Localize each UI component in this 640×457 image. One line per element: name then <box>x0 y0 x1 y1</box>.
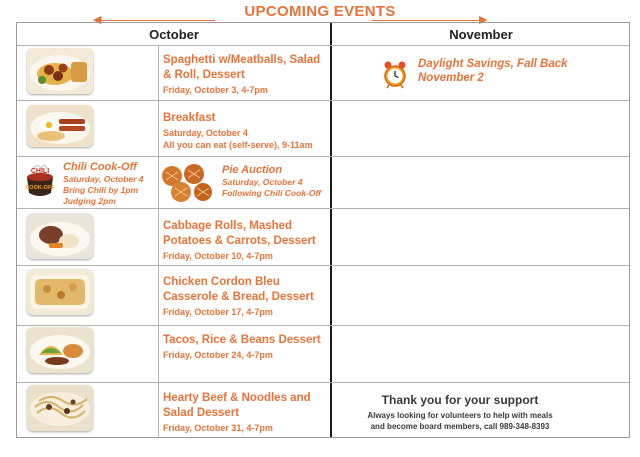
event-name: Pie Auction <box>222 164 283 176</box>
event-name: Tacos, Rice & Beans Dessert <box>163 334 321 346</box>
beef-noodles-image <box>27 385 93 431</box>
event-name: Hearty Beef & Noodles and Salad Dessert <box>163 392 311 419</box>
event-date: Saturday, October 4 <box>163 128 248 138</box>
event-date: Friday, October 31, 4-7pm <box>163 423 273 433</box>
row-divider <box>17 156 629 157</box>
event-beef-noodles <box>163 391 323 434</box>
event-chili-cookoff <box>63 160 163 207</box>
november-note-date: November 2 <box>418 72 484 84</box>
row-divider <box>17 265 629 266</box>
tacos-image <box>27 327 93 373</box>
event-name: Breakfast <box>163 112 216 124</box>
row-divider <box>17 208 629 209</box>
row-divider <box>17 45 629 46</box>
event-name: Spaghetti w/Meatballs, Salad & Roll, Dessert <box>163 54 321 81</box>
header <box>0 0 640 26</box>
svg-text:COOK-OFF: COOK-OFF <box>25 185 55 191</box>
pies-image <box>159 162 215 204</box>
event-date: Friday, October 3, 4-7pm <box>163 85 268 95</box>
event-date: Friday, October 24, 4-7pm <box>163 350 273 360</box>
spaghetti-image <box>27 48 93 94</box>
page-title: UPCOMING EVENTS <box>244 3 396 20</box>
event-detail: Bring Chili by 1pm <box>63 185 139 195</box>
cabbage-rolls-image <box>27 213 93 259</box>
event-detail: Judging 2pm <box>63 196 116 206</box>
casserole-image <box>27 269 93 315</box>
svg-text:CHILI: CHILI <box>30 168 50 175</box>
chili-cookoff-logo <box>19 159 61 201</box>
column-header-october: October <box>149 27 199 42</box>
event-date: Friday, October 17, 4-7pm <box>163 307 273 317</box>
thanks-title: Thank you for your support <box>381 393 539 407</box>
row-divider <box>17 325 629 326</box>
event-detail: Following Chili Cook-Off <box>222 188 321 198</box>
event-date: Friday, October 10, 4-7pm <box>163 251 273 261</box>
event-spaghetti <box>163 53 323 96</box>
arrow-right-icon: ▶ <box>479 14 488 26</box>
breakfast-image <box>27 105 93 147</box>
thanks-note <box>330 393 590 432</box>
event-name: Chicken Cordon Bleu Casserole & Bread, Dessert <box>163 276 314 303</box>
column-header-november: November <box>449 27 513 42</box>
event-cabbage-rolls <box>163 219 323 262</box>
arrow-left-icon: ◀ <box>93 14 102 26</box>
event-breakfast <box>163 111 333 151</box>
event-pie-auction <box>222 163 332 199</box>
event-detail: All you can eat (self-serve), 9-11am <box>163 140 313 150</box>
event-name: Cabbage Rolls, Mashed Potatoes & Carrots, Dessert <box>163 220 316 247</box>
event-date: Saturday, October 4 <box>63 174 144 184</box>
image-column-divider <box>158 45 159 156</box>
thanks-line-1: Always looking for volunteers to help with meals <box>367 411 553 420</box>
november-note-title: Daylight Savings, Fall Back <box>418 58 568 70</box>
image-column-divider <box>158 208 159 437</box>
event-chicken-cordon-bleu <box>163 275 323 318</box>
event-name: Chili Cook-Off <box>63 161 137 173</box>
title-rule-left <box>97 20 215 21</box>
alarm-clock-icon <box>383 61 405 87</box>
row-divider <box>17 382 629 383</box>
november-note <box>418 57 638 85</box>
thanks-line-2: and become board members, call 989-348-8393 <box>370 422 550 431</box>
event-tacos <box>163 333 323 361</box>
row-divider <box>17 100 629 101</box>
title-rule-right <box>372 20 482 21</box>
event-date: Saturday, October 4 <box>222 177 303 187</box>
month-divider <box>330 23 332 437</box>
